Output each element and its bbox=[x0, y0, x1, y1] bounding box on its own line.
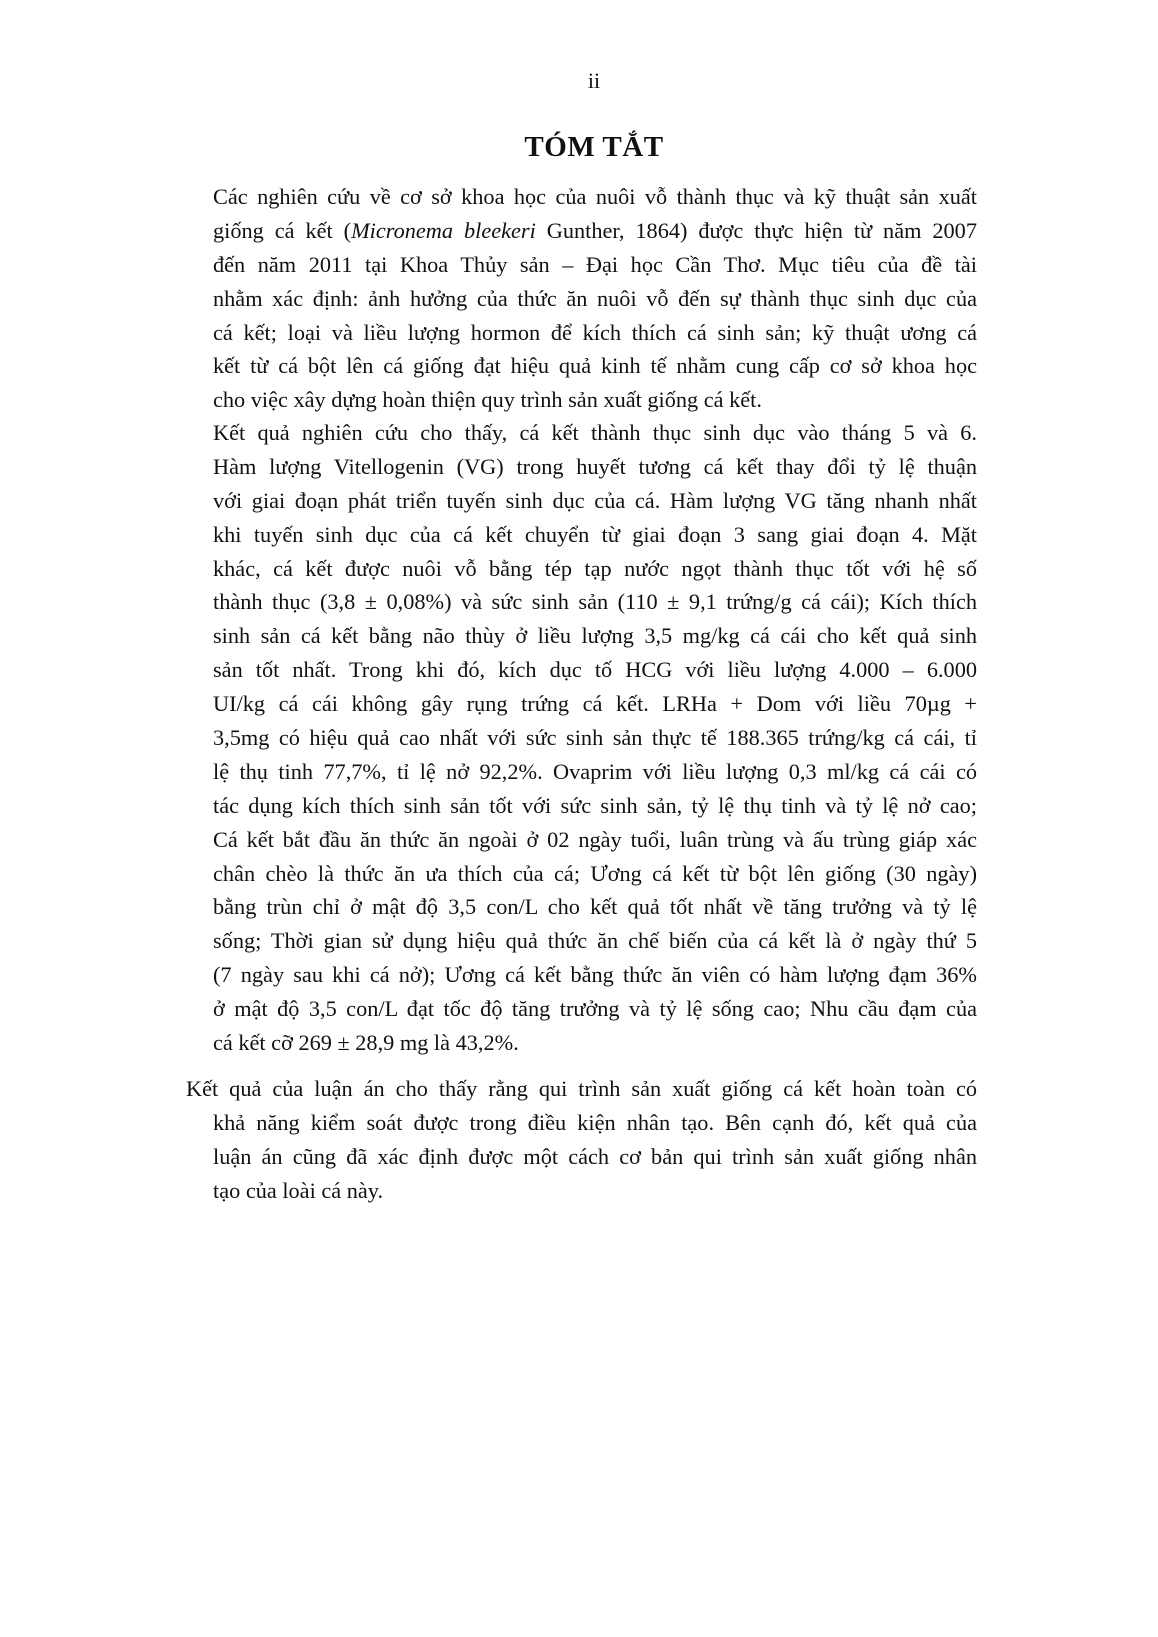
text-line: ở mật độ 3,5 con/L đạt tốc độ tăng trưởng và tỷ lệ sống cao; Nhu cầu đạm của bbox=[213, 996, 977, 1022]
text-line: với giai đoạn phát triển tuyến sinh dục của cá. Hàm lượng VG tăng nhanh nhất bbox=[213, 487, 977, 513]
text-line: luận án cũng đã xác định được một cách cơ bản qui trình sản xuất giống nhân bbox=[213, 1143, 977, 1169]
text-line: sản tốt nhất. Trong khi đó, kích dục tố HCG với liều lượng 4.000 – 6.000 bbox=[213, 657, 977, 683]
text-line: Kết quả nghiên cứu cho thấy, cá kết thành thục sinh dục vào tháng 5 và 6. bbox=[213, 420, 977, 445]
text-line: lệ thụ tinh 77,7%, tỉ lệ nở 92,2%. Ovaprim với liều lượng 0,3 ml/kg cá cái có bbox=[213, 758, 977, 784]
text-line: Hàm lượng Vitellogenin (VG) trong huyết tương cá kết thay đổi tỷ lệ thuận bbox=[213, 453, 977, 479]
abstract-paragraph-1 bbox=[213, 180, 977, 417]
text-line: cá kết; loại và liều lượng hormon để kích thích cá sinh sản; kỹ thuật ương cá bbox=[213, 319, 977, 345]
text-line: bằng trùn chỉ ở mật độ 3,5 con/L cho kết quả tốt nhất về tăng trưởng và tỷ lệ bbox=[213, 894, 977, 920]
page-number: ii bbox=[587, 68, 601, 93]
text-line: cho việc xây dựng hoàn thiện quy trình sản xuất giống cá kết. bbox=[213, 387, 762, 413]
text-line: sống; Thời gian sử dụng hiệu quả thức ăn chế biến của cá kết là ở ngày thứ 5 bbox=[213, 928, 977, 954]
text-line: thành thục (3,8 ± 0,08%) và sức sinh sản (110 ± 9,1 trứng/g cá cái); Kích thích bbox=[213, 589, 977, 615]
text-line: (7 ngày sau khi cá nở); Ương cá kết bằng thức ăn viên có hàm lượng đạm 36% bbox=[213, 962, 977, 988]
text-line: sinh sản cá kết bằng não thùy ở liều lượng 3,5 mg/kg cá cái cho kết quả sinh bbox=[213, 623, 977, 649]
text-line: Kết quả của luận án cho thấy rằng qui trình sản xuất giống cá kết hoàn toàn có bbox=[186, 1076, 977, 1101]
page-title: TÓM TẮT bbox=[524, 131, 664, 163]
text-line: UI/kg cá cái không gây rụng trứng cá kết. LRHa + Dom với liều 70µg + bbox=[213, 691, 977, 717]
text-line: cá kết cỡ 269 ± 28,9 mg là 43,2%. bbox=[213, 1030, 519, 1056]
text-line: Các nghiên cứu về cơ sở khoa học của nuôi vỗ thành thục và kỹ thuật sản xuất bbox=[213, 184, 977, 209]
text-line: khi tuyến sinh dục của cá kết chuyển từ giai đoạn 3 sang giai đoạn 4. Mặt bbox=[213, 521, 977, 547]
text-line: Cá kết bắt đầu ăn thức ăn ngoài ở 02 ngày tuổi, luân trùng và ấu trùng giáp xác bbox=[213, 826, 977, 852]
text-line: tác dụng kích thích sinh sản tốt với sức sinh sản, tỷ lệ thụ tinh và tỷ lệ nở cao; bbox=[213, 792, 977, 818]
text-line: nhằm xác định: ảnh hưởng của thức ăn nuôi vỗ đến sự thành thục sinh dục của bbox=[213, 285, 977, 311]
text-line: khả năng kiểm soát được trong điều kiện nhân tạo. Bên cạnh đó, kết quả của bbox=[213, 1109, 977, 1135]
text-line: chân chèo là thức ăn ưa thích của cá; Ương cá kết từ bột lên giống (30 ngày) bbox=[213, 860, 977, 886]
text-line: kết từ cá bột lên cá giống đạt hiệu quả kinh tế nhằm cung cấp cơ sở khoa học bbox=[213, 353, 977, 379]
text-line: 3,5mg có hiệu quả cao nhất với sức sinh sản thực tế 188.365 trứng/kg cá cái, tỉ bbox=[213, 725, 977, 751]
text-line: tạo của loài cá này. bbox=[213, 1177, 384, 1203]
text-line: giống cá kết (Micronema bleekeri Gunther, 1864) được thực hiện từ năm 2007 bbox=[213, 217, 977, 243]
text-line: đến năm 2011 tại Khoa Thủy sản – Đại học Cần Thơ. Mục tiêu của đề tài bbox=[213, 251, 977, 277]
abstract-paragraph-2 bbox=[213, 416, 977, 1060]
conclusion-paragraph bbox=[186, 1072, 977, 1208]
text-line: khác, cá kết được nuôi vỗ bằng tép tạp nước ngọt thành thục tốt với hệ số bbox=[213, 555, 977, 581]
